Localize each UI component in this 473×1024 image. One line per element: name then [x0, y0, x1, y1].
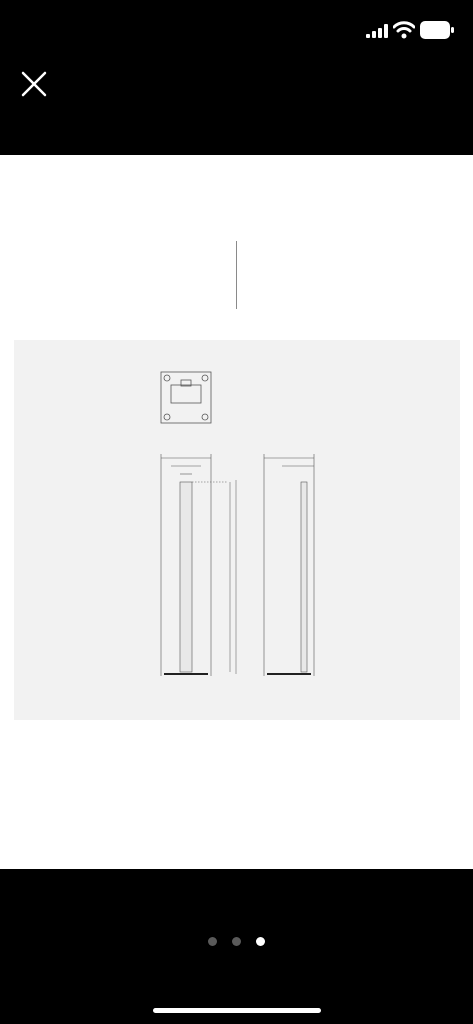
page-dot-3[interactable] [256, 937, 265, 946]
wifi-icon [393, 21, 415, 39]
battery-icon [420, 21, 454, 39]
dimension-diagram [14, 340, 460, 720]
home-indicator[interactable] [153, 1008, 321, 1013]
cellular-signal-icon [366, 24, 388, 38]
side-view-drawing [264, 454, 314, 676]
status-bar [0, 0, 473, 60]
product-size-image [0, 155, 473, 869]
close-icon[interactable] [18, 68, 50, 100]
top-view-drawing [161, 372, 211, 423]
spec-row-base [34, 801, 454, 828]
page-dot-1[interactable] [208, 937, 217, 946]
page-dot-2[interactable] [232, 937, 241, 946]
divider [236, 241, 237, 309]
front-view-drawing [161, 454, 236, 676]
spec-row-frame [34, 774, 454, 801]
spec-list [34, 747, 454, 828]
spec-row-size [34, 747, 454, 774]
pagination-dots [0, 937, 473, 946]
